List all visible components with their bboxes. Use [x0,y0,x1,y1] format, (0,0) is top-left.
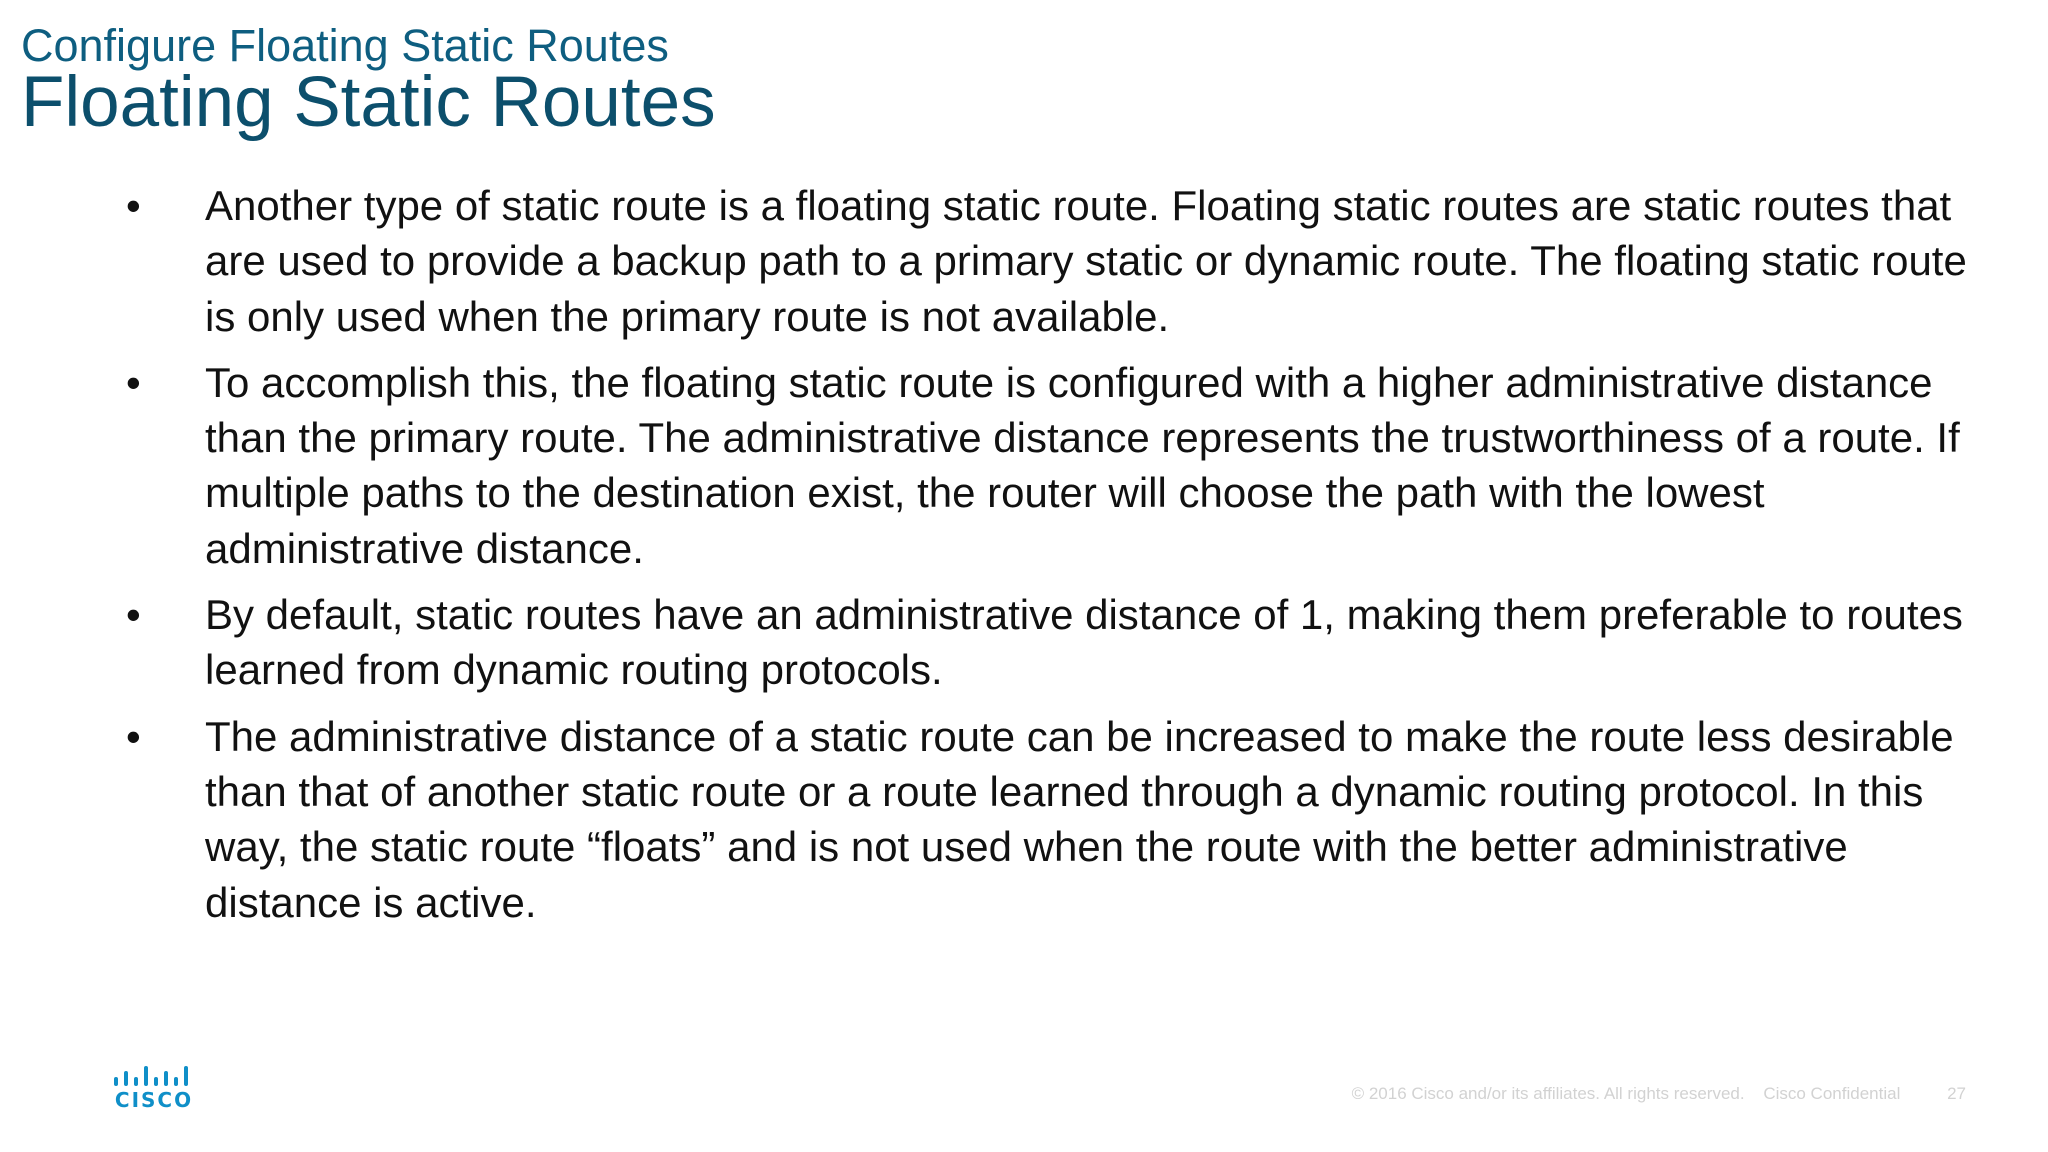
bullet-item [0,355,2048,576]
bullet-marker: • [126,712,141,760]
slide-title: Floating Static Routes [21,63,716,142]
cisco-logo-text: CISCO [114,1088,194,1112]
bullet-text: The administrative distance of a static route can be increased to make the route less desirable than that of another static route or a route learned through a dynamic routing protocol. In this way, the static route “floats” and is not used when the route with the better administrative distance is active. [205,712,1954,926]
bullet-list [0,178,2048,941]
bullet-item [0,709,2048,930]
bullet-marker: • [126,591,141,639]
bullet-marker: • [126,358,141,406]
bullet-item [0,587,2048,698]
bullet-item [0,178,2048,344]
bullet-text: Another type of static route is a floating static route. Floating static routes are static routes that are used to provide a backup path to a primary static or dynamic route. The floating static route is only used when the primary route is not available. [205,182,1967,340]
footer-confidential: Cisco Confidential [1763,1084,1901,1103]
footer-copyright: © 2016 Cisco and/or its affiliates. All rights reserved. [1351,1084,1745,1103]
page-number: 27 [1947,1084,1966,1103]
bullet-marker: • [126,182,141,229]
bullet-text: To accomplish this, the floating static route is configured with a higher administrative distance than the primary route. The administrative distance represents the trustworthiness of a route. If multiple paths to the destination exist, the router will choose the path with the lowest administrative distance. [205,358,1960,572]
bullet-text: By default, static routes have an administrative distance of 1, making them preferable to routes learned from dynamic routing protocols. [205,591,1963,694]
footer [1352,1084,1966,1104]
slide-subtitle: Configure Floating Static Routes [21,20,669,71]
cisco-bars-icon [112,1064,196,1088]
cisco-logo [112,1064,196,1114]
